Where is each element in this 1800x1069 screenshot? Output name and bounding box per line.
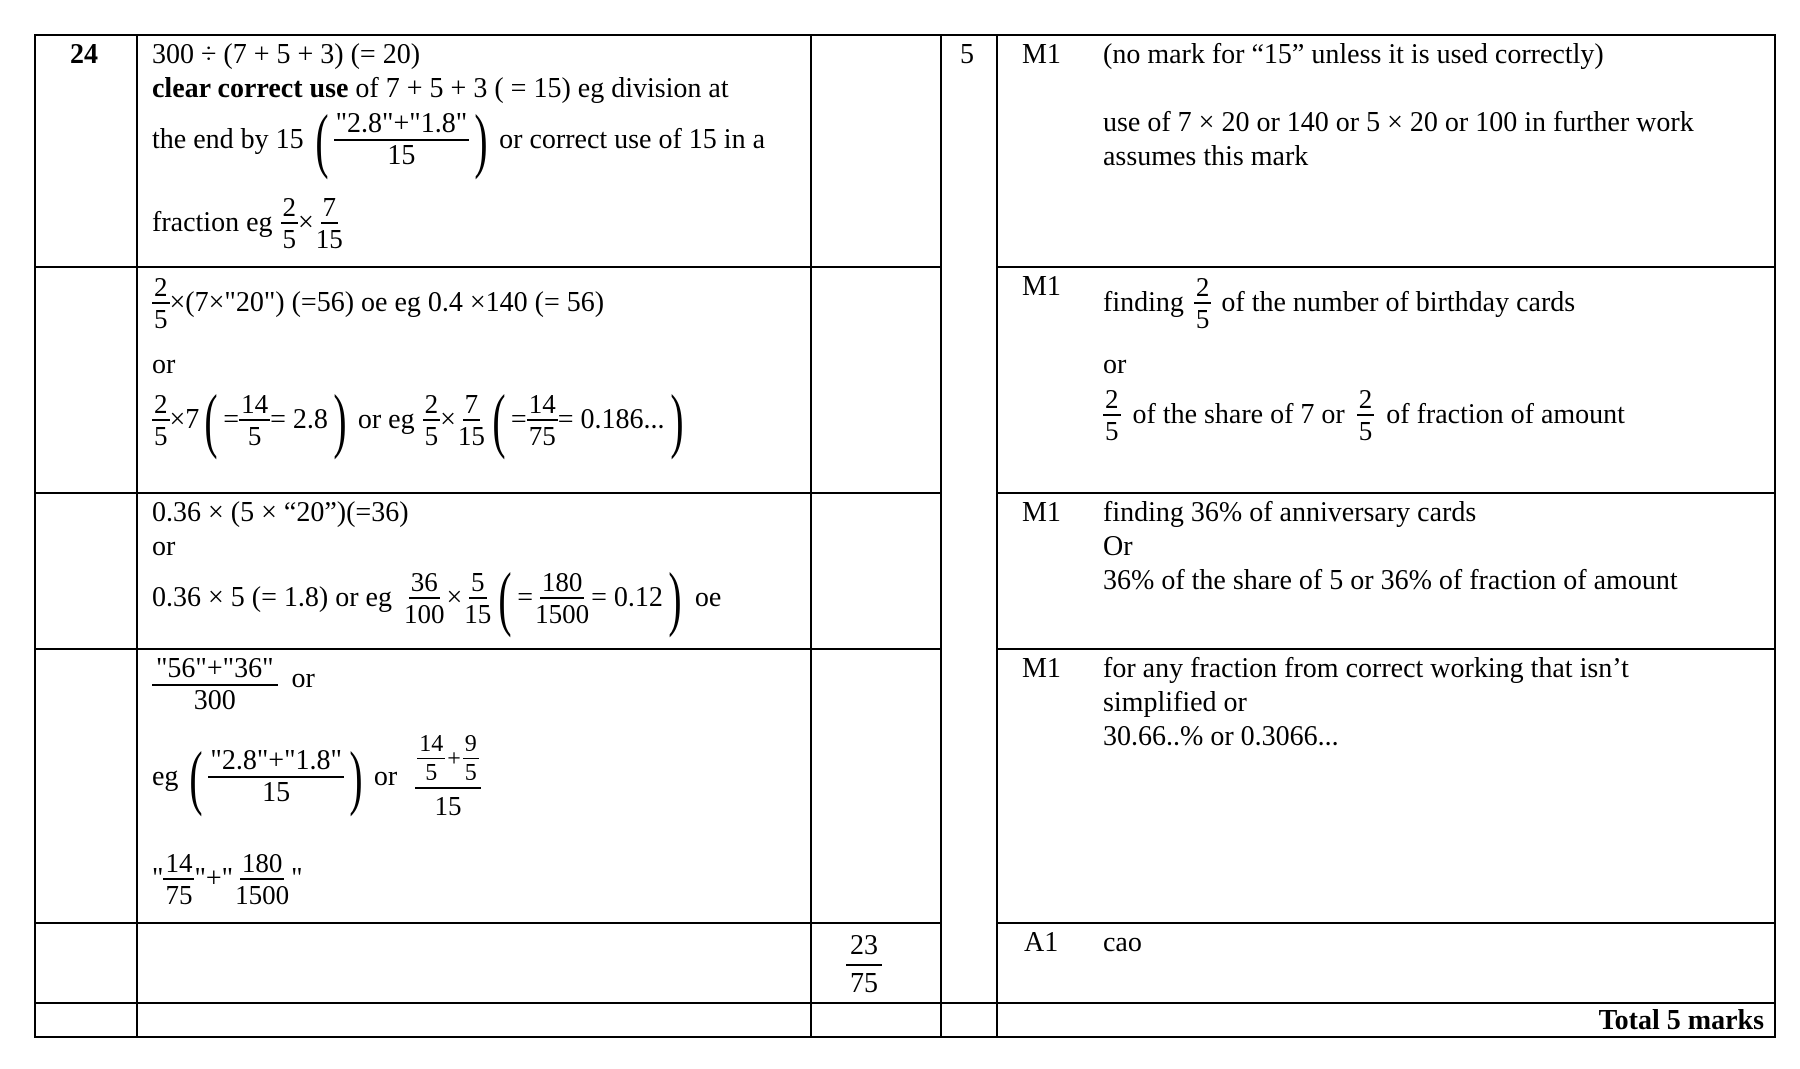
row-divider-2 [34,492,942,494]
r1-line3 [152,100,766,180]
paren-close: ) [333,380,347,460]
r1-note2: use of 7 × 20 or 140 or 5 × 20 or 100 in further work [1103,107,1694,138]
frac [463,730,479,787]
frac [208,746,344,808]
row-divider-5 [34,1002,1776,1004]
frac [1103,384,1121,446]
frac [314,192,345,254]
r3-or: or [152,531,176,562]
frac [152,654,278,716]
r1-fraction [334,109,470,171]
frac-num: 14 [165,848,193,878]
note-mid: of the share of 7 or [1132,399,1345,430]
frac [281,192,299,254]
frac-den: 15 [457,421,485,451]
times-sign: × [298,207,314,238]
note-pre: finding [1103,287,1184,318]
frac-den: 300 [193,685,236,716]
times-sign: × [440,404,456,435]
col-divider-2 [810,34,812,1038]
frac-num: 2 [154,389,168,419]
note-post: of fraction of amount [1386,399,1625,430]
answer-fraction [846,928,882,1002]
frac [239,389,270,451]
frac-den: 75 [528,421,556,451]
frac-num: 7 [464,389,479,419]
frac-den: 5 [1195,304,1210,334]
times-sign: × [446,582,463,613]
frac [163,848,194,910]
frac-den: 15 [387,140,416,171]
frac [233,848,291,910]
r4-line2 [152,730,481,823]
frac [402,567,447,629]
r3-line1: 0.36 × (5 × “20”)(=36) [152,497,409,528]
frac-den: 15 [464,599,492,629]
frac-den: 5 [154,304,168,334]
plus-quoted: "+" [194,863,234,894]
frac [152,272,170,334]
r2-note2 [1103,384,1625,446]
row-divider-1 [34,266,942,268]
equals: = [510,404,527,435]
r1-line2 [152,72,729,106]
r2-mark: M1 [1022,271,1061,302]
frac [1357,384,1375,446]
row-divider-2-right [996,492,1776,494]
r3-note1: finding 36% of anniversary cards [1103,497,1477,528]
paren-close: ) [349,736,363,817]
oe-label: oe [694,582,722,613]
paren-open: ( [492,380,506,460]
r1-mark: M1 [1022,39,1061,70]
row-divider-3-right [996,648,1776,650]
frac-num: 180 [241,848,283,878]
r4-note2: simplified or [1103,687,1247,718]
frac-num: 36 [410,567,438,597]
frac-den: 5 [1105,416,1119,446]
r1-line2-rest: of 7 + 5 + 3 ( = 15) eg division at [348,73,729,104]
r3-note2: Or [1103,531,1133,562]
table-border-right [1774,34,1776,1038]
mark-count: 5 [960,39,974,70]
eg-label: eg [152,760,179,792]
r3-note3: 36% of the share of 5 or 36% of fraction of amount [1103,565,1678,596]
table-border-bottom [34,1036,1776,1038]
frac-den: 5 [425,760,438,786]
frac-num: 23 [846,928,882,966]
or-label: or [373,760,398,792]
table-border-left [34,34,36,1038]
r1-line3-pre: the end by 15 [152,124,304,155]
frac-den: 100 [403,599,445,629]
r5-note: cao [1103,927,1142,958]
col-divider-3 [940,34,942,1038]
paren-close: ) [668,558,682,638]
frac [152,389,170,451]
r1-line4 [152,192,345,254]
r4-line1 [152,654,315,716]
frac-den: 1500 [535,599,590,629]
r5-answer [846,928,882,1002]
frac [1194,272,1212,334]
frac-num: 14 [528,389,556,419]
value: = 0.186... [557,404,665,435]
frac-num: "2.8"+"1.8" [210,744,342,776]
r2-or: or [152,349,176,380]
compound-frac [415,730,481,823]
total-marks: Total 5 marks [1598,1005,1764,1036]
frac [456,389,487,451]
frac-den: 5 [464,760,477,786]
frac-den: 15 [434,791,462,821]
r1-line4-pre: fraction eg [152,207,273,238]
r2-line3 [152,380,688,460]
r1-line1: 300 ÷ (7 + 5 + 3) (= 20) [152,39,421,70]
frac [462,567,493,629]
note-post: of the number of birthday cards [1221,287,1576,318]
r3-line3-pre: 0.36 × 5 (= 1.8) or eg [152,582,392,613]
frac-den: 15 [262,776,291,808]
r4-note1: for any fraction from correct working that isn’t [1103,653,1629,684]
frac-den: 15 [315,224,343,254]
r2-note-or: or [1103,349,1127,380]
table-border-top [34,34,1776,36]
row-divider-4-right [996,922,1776,924]
frac-num: "56"+"36" [152,654,278,686]
frac-num: 14 [419,731,444,757]
r1-bold-phrase: clear correct use [152,73,349,104]
value: = 2.8 [270,404,328,435]
paren-open: ( [189,736,204,817]
r4-line3 [152,848,303,910]
equals: = [517,582,534,613]
frac-den: 1500 [235,880,290,910]
or-eg: or eg [357,404,415,435]
r5-mark: A1 [1024,927,1059,958]
frac [527,389,558,451]
r4-mark: M1 [1022,653,1061,684]
r3-line3 [152,558,722,638]
frac-num: 180 [541,567,583,597]
frac-num: 2 [1195,272,1210,302]
frac [423,389,441,451]
frac-den: 75 [850,968,878,999]
paren-close: ) [669,380,684,460]
row-divider-1-right [996,266,1776,268]
r1-note3: assumes this mark [1103,141,1309,172]
frac [533,567,591,629]
quote-mark: " [152,863,164,894]
question-number: 24 [70,39,98,70]
or-label: or [291,663,315,694]
col-divider-1 [136,34,138,1038]
times-seven: ×7 [169,404,200,435]
frac-num: "2.8"+"1.8" [335,108,468,139]
compound-numerator [415,730,481,789]
frac-num: 2 [1358,384,1373,414]
frac-den: 5 [424,421,439,451]
frac-den: 5 [154,421,168,451]
frac-num: 2 [154,272,168,302]
frac-num: 9 [464,731,477,757]
paren-open: ( [315,100,329,180]
row-divider-3 [34,648,942,650]
frac-num: 14 [241,389,269,419]
frac-num: 2 [282,192,296,222]
frac-den: 5 [282,224,296,254]
frac-den: 5 [1358,416,1373,446]
quote-mark: " [291,863,303,894]
paren-open: ( [498,558,512,638]
r3-mark: M1 [1022,497,1061,528]
paren-open: ( [204,380,218,460]
value: = 0.12 [591,582,663,613]
r2-line1-rest: ×(7×"20") (=56) oe eg 0.4 ×140 (= 56) [169,287,605,318]
r1-note1: (no mark for “15” unless it is used correctly) [1103,39,1604,70]
r2-note1 [1103,272,1575,334]
frac-num: 2 [424,389,439,419]
r4-note3: 30.66..% or 0.3066... [1103,721,1339,752]
frac-num: 5 [471,567,485,597]
frac-den: 75 [165,880,193,910]
paren-close: ) [474,100,488,180]
plus-sign: + [447,745,461,772]
col-divider-4 [996,34,998,1038]
row-divider-4 [34,922,942,924]
frac-num: 2 [1105,384,1119,414]
frac [417,730,445,787]
r1-line3-post: or correct use of 15 in a [499,124,766,155]
r2-line1 [152,272,604,334]
equals: = [223,404,240,435]
frac-num: 7 [322,192,337,222]
frac-den: 5 [247,421,262,451]
